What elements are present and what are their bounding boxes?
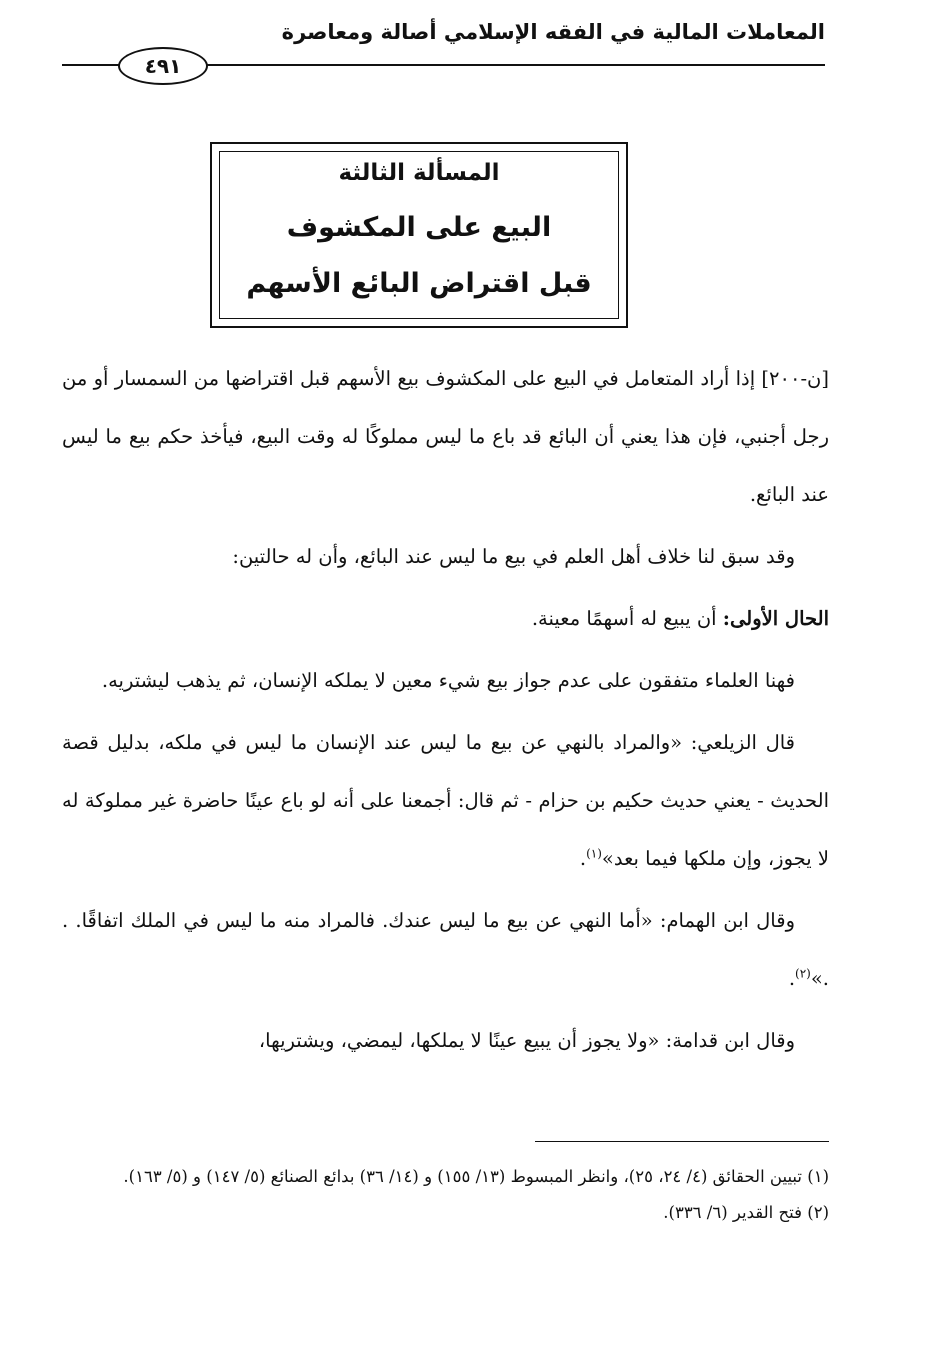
running-title: المعاملات المالية في الفقه الإسلامي أصالة ومعاصرة [281,20,825,44]
paragraph-2: وقد سبق لنا خلاف أهل العلم في بيع ما ليس عند البائع، وأن له حالتين: [232,545,795,568]
paragraph-3 [62,590,829,648]
section-title-line-2: قبل اقتراض البائع الأسهم [246,268,592,299]
paragraph-7: وقال ابن قدامة: «ولا يجوز أن يبيع عينًا لا يملكها، ليمضي، ويشتريها، [258,1029,795,1052]
paragraph-6: وقال ابن الهمام: «أما النهي عن بيع ما ليس عندك. فالمراد منه ما ليس في الملك اتفاقًا. . .»$^{(٢)}$. [62,909,829,990]
paragraph-5: قال الزيلعي: «والمراد بالنهي عن بيع ما ليس عند الإنسان ما ليس في ملكه، بدليل قصة الحديث - يعني حديث حكيم بن حزام - ثم قال: أجمعنا على أنه لو باع عينًا حاضرة غير مملوكة له لا يجوز، وإن ملكها فيما بعد»$^{(١)}$. [62,731,829,870]
footnote-ref-1: (١) [586,846,602,861]
ibn-humam-quote: وقال ابن الهمام: «أما النهي عن بيع ما ليس عندك. فالمراد منه ما ليس في الملك اتفاقًا. . .» [62,909,829,990]
footnote-2: (٢) فتح القدير (٦/ ٣٣٦). [663,1203,829,1222]
footnote-rule [535,1141,829,1142]
paragraph-1: [ن-٢٠٠] إذا أراد المتعامل في البيع على المكشوف بيع الأسهم قبل اقتراضها من السمسار أو من رجل أجنبي، فإن هذا يعني أن البائع قد باع ما ليس مملوكًا له وقت البيع، فيأخذ حكم بيع ما ليس عند البائع. [62,367,829,506]
zaylai-quote: قال الزيلعي: «والمراد بالنهي عن بيع ما ليس عند الإنسان ما ليس في ملكه، بدليل قصة الحديث - يعني حديث حكيم بن حزام - ثم قال: أجمعنا على أنه لو باع عينًا حاضرة غير مملوكة له لا يجوز، وإن ملكها فيما بعد» [62,731,829,870]
section-title-box [210,142,628,328]
page-number-oval [118,47,208,85]
footnotes [62,1160,829,1232]
paragraph-4: فهنا العلماء متفقون على عدم جواز بيع شيء معين لا يملكه الإنسان، ثم يذهب ليشتريه. [101,669,795,692]
footnote-1: (١) تبيين الحقائق (٤/ ٢٤، ٢٥)، وانظر المبسوط (١٣/ ١٥٥) و (١٤/ ٣٦) بدائع الصنائع (٥/ ١٤٧) و (٥/ ١٦٣). [123,1167,829,1186]
page-number: ٤٩١ [144,54,182,78]
case-label: الحال الأولى: [722,607,829,630]
case-text: أن يبيع له أسهمًا معينة. [531,607,723,630]
section-number-title: المسألة الثالثة [338,160,500,186]
section-title-line-1: البيع على المكشوف [286,212,552,243]
body-text [62,350,829,1074]
footnote-ref-2: (٢) [795,966,811,981]
